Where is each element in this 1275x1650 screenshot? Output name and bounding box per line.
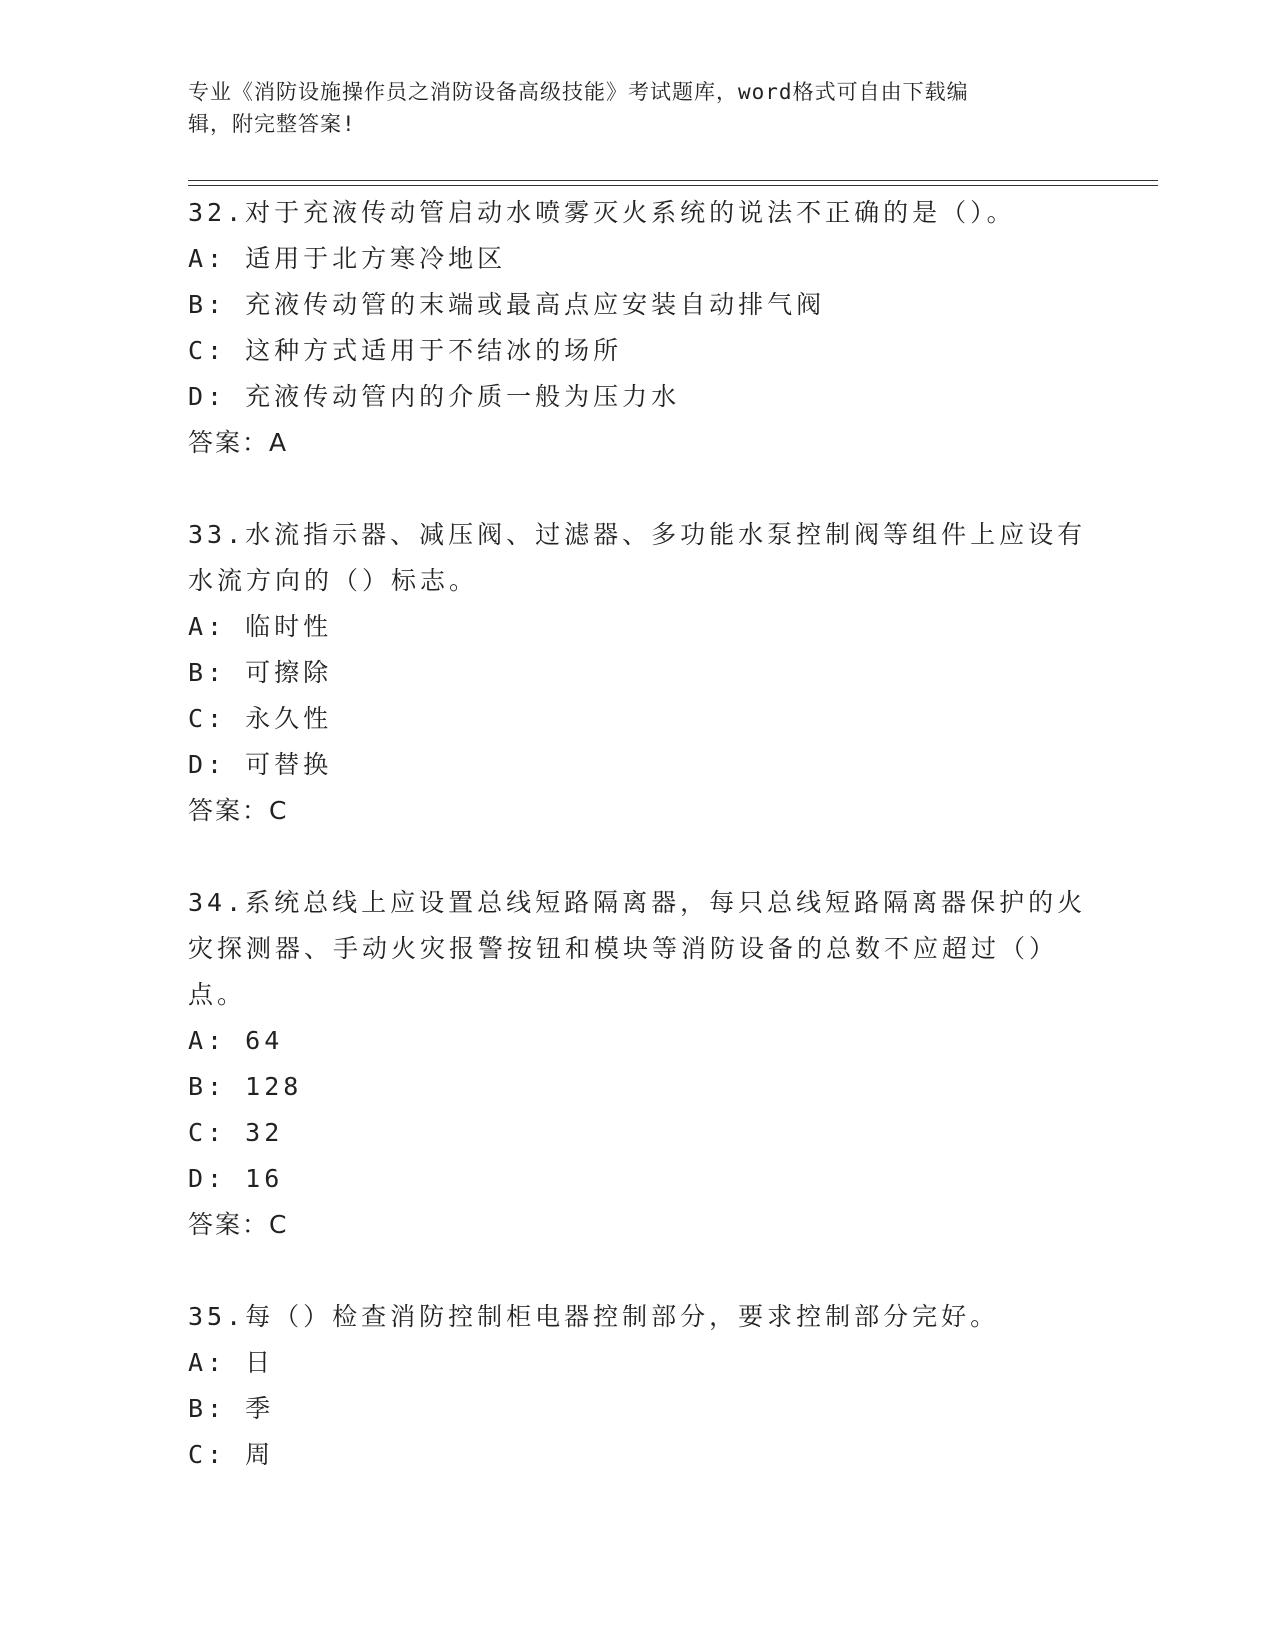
question-stem-continued: 水流方向的（）标志。 <box>188 566 479 595</box>
answer-line: 答案：C <box>188 1210 289 1239</box>
option-a: A: 日 <box>188 1348 275 1377</box>
document-header <box>188 76 1088 140</box>
option-b: B: 季 <box>188 1394 275 1423</box>
option-b: B: 可擦除 <box>188 658 333 687</box>
question-spacer <box>188 466 1088 512</box>
option-a: A: 临时性 <box>188 612 333 641</box>
option-d: D: 充液传动管内的介质一般为压力水 <box>188 382 681 411</box>
question-32 <box>188 190 1088 466</box>
option-d: D: 可替换 <box>188 750 333 779</box>
question-spacer <box>188 1248 1088 1294</box>
header-divider-bottom <box>188 185 1158 186</box>
question-33 <box>188 512 1088 834</box>
question-34 <box>188 880 1088 1248</box>
question-spacer <box>188 834 1088 880</box>
question-stem: 32.对于充液传动管启动水喷雾灭火系统的说法不正确的是（）。 <box>188 198 1016 227</box>
option-c: C: 32 <box>188 1118 284 1147</box>
option-c: C: 永久性 <box>188 704 333 733</box>
header-line-2: 辑，附完整答案! <box>188 112 356 136</box>
option-c: C: 周 <box>188 1440 275 1469</box>
option-a: A: 适用于北方寒冷地区 <box>188 244 507 273</box>
question-stem-continued: 灾探测器、手动火灾报警按钮和模块等消防设备的总数不应超过（） <box>188 934 1059 963</box>
question-35 <box>188 1294 1088 1478</box>
question-stem: 35.每（）检查消防控制柜电器控制部分，要求控制部分完好。 <box>188 1302 1000 1331</box>
option-a: A: 64 <box>188 1026 284 1055</box>
answer-line: 答案：A <box>188 428 289 457</box>
option-b: B: 128 <box>188 1072 303 1101</box>
question-stem: 34.系统总线上应设置总线短路隔离器，每只总线短路隔离器保护的火 <box>188 888 1087 917</box>
header-line-1: 专业《消防设施操作员之消防设备高级技能》考试题库，word格式可自由下载编 <box>188 80 969 104</box>
answer-line: 答案：C <box>188 796 289 825</box>
question-stem: 33.水流指示器、减压阀、过滤器、多功能水泵控制阀等组件上应设有 <box>188 520 1087 549</box>
question-list <box>188 190 1088 1478</box>
question-stem-continued: 点。 <box>188 980 247 1009</box>
option-d: D: 16 <box>188 1164 284 1193</box>
option-c: C: 这种方式适用于不结冰的场所 <box>188 336 623 365</box>
option-b: B: 充液传动管的末端或最高点应安装自动排气阀 <box>188 290 826 319</box>
header-divider-top <box>188 180 1158 181</box>
